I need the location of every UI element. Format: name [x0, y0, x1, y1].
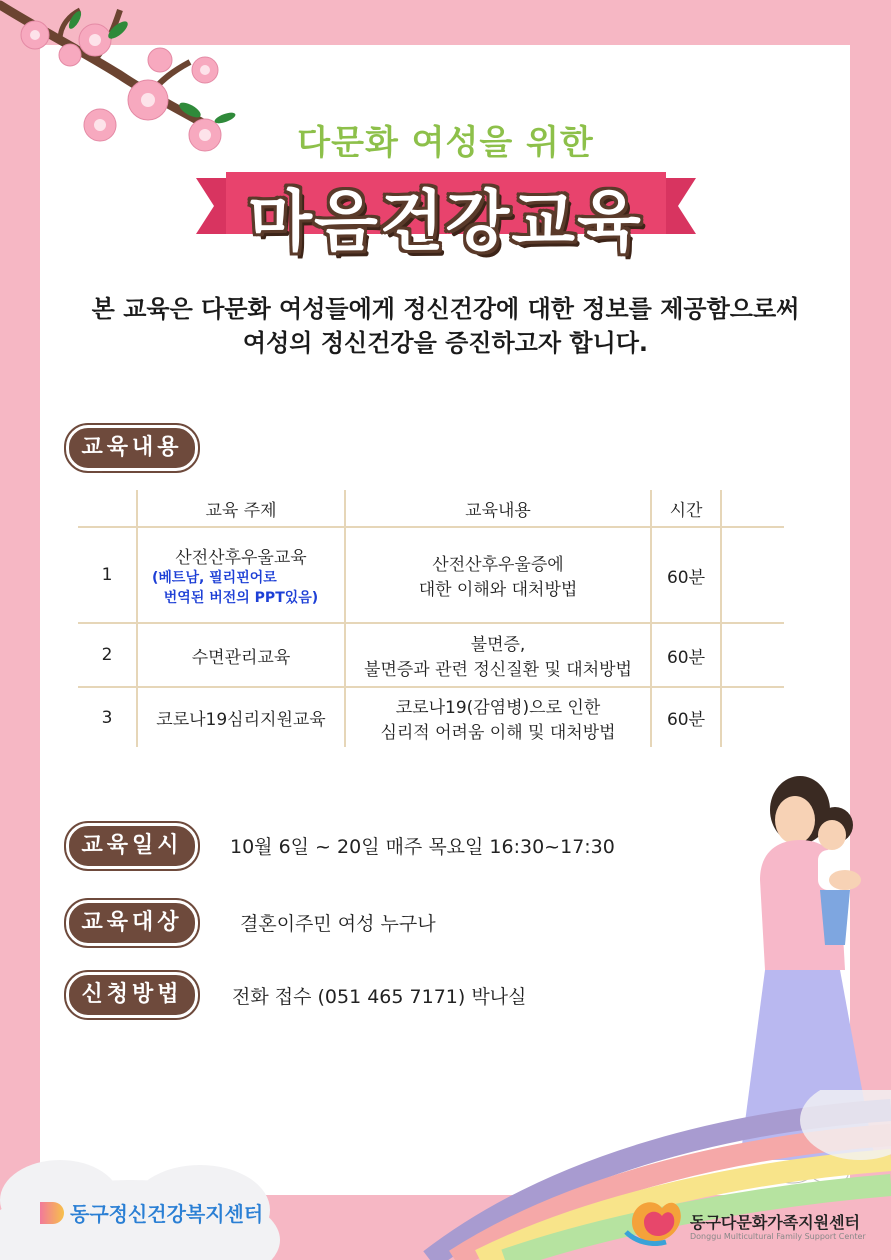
row-topic: 수면관리교육: [137, 623, 345, 687]
education-date: 10월 6일 ~ 20일 매주 목요일 16:30~17:30: [230, 836, 615, 858]
section-label-date: 교육일시: [66, 823, 198, 869]
footer-right-org-english: Donggu Multicultural Family Support Center: [690, 1232, 866, 1241]
footer-right-org: 동구다문화가족지원센터: [690, 1213, 861, 1232]
row-time: 60분: [651, 623, 721, 687]
row-topic: [137, 527, 345, 623]
d-logo-icon: [40, 1202, 64, 1224]
poster-subtitle: 다문화 여성을 위한: [297, 123, 594, 163]
row-spacer: [721, 687, 784, 747]
table-header-spacer: [721, 490, 784, 527]
section-label-content: 교육내용: [66, 425, 198, 471]
row-topic-title: 산전산후우울교육: [175, 547, 307, 568]
row-content-line-2: 심리적 어려움 이해 및 대처방법: [380, 722, 616, 743]
poster-title: 마음건강교육: [248, 183, 643, 260]
table-row: [78, 623, 784, 687]
row-topic-note-2: 번역된 버전의 PPT있음): [163, 589, 319, 606]
row-spacer: [721, 527, 784, 623]
section-label-apply: 신청방법: [66, 972, 198, 1018]
table-header-topic: 교육 주제: [137, 490, 345, 527]
row-number: 2: [78, 623, 137, 687]
row-content-line-1: 산전산후우울증에: [432, 555, 564, 575]
intro-text: [0, 292, 891, 360]
intro-line-1: 본 교육은 다문화 여성들에게 정신건강에 대한 정보를 제공함으로써: [91, 295, 800, 323]
table-row: [78, 687, 784, 747]
table-header-row: [78, 490, 784, 527]
row-content-line-2: 불면증과 관련 정신질환 및 대처방법: [364, 660, 632, 680]
application-method: 전화 접수 (051 465 7171) 박나실: [232, 986, 527, 1008]
row-time: 60분: [651, 527, 721, 623]
row-number: 1: [78, 527, 137, 623]
table-header-time: 시간: [651, 490, 721, 527]
family-center-logo-icon: [622, 1192, 686, 1246]
row-content-line-2: 대한 이해와 대처방법: [418, 580, 578, 600]
table-header-content: 교육내용: [345, 490, 651, 527]
section-label-target: 교육대상: [66, 900, 198, 946]
row-content: [345, 687, 651, 747]
row-topic-note-1: (베트남, 필리핀어로: [152, 569, 277, 586]
table-header-no: [78, 490, 137, 527]
row-content-line-1: 코로나19(감염병)으로 인한: [395, 697, 601, 718]
table-row: [78, 527, 784, 623]
row-content: [345, 623, 651, 687]
row-time: 60분: [651, 687, 721, 747]
intro-line-2: 여성의 정신건강을 증진하고자 합니다.: [242, 329, 649, 357]
row-content: [345, 527, 651, 623]
row-topic: 코로나19심리지원교육: [137, 687, 345, 747]
row-content-line-1: 불면증,: [470, 635, 526, 655]
education-target: 결혼이주민 여성 누구나: [240, 913, 436, 935]
education-table: [78, 490, 784, 747]
row-spacer: [721, 623, 784, 687]
row-number: 3: [78, 687, 137, 747]
footer-left-org-name: 동구정신건강복지센터: [70, 1202, 264, 1226]
footer-left-org: [40, 1198, 263, 1227]
